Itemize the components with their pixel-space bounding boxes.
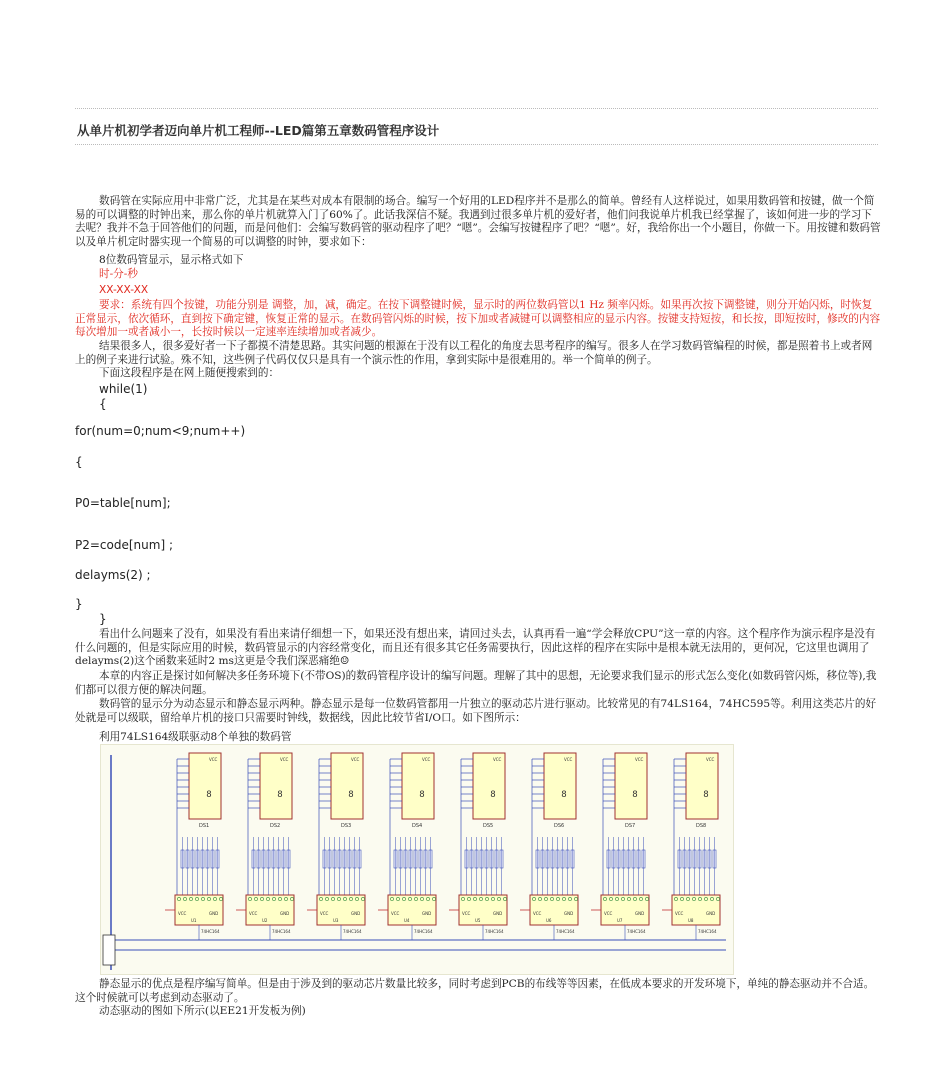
digit-glyph: 8 xyxy=(206,790,212,800)
seven-seg-display xyxy=(260,753,292,819)
paragraph-static-summary: 静态显示的优点是程序编写简单。但是由于涉及到的驱动芯片数量比较多，同时考虑到PCB的布线等等因素，在低成本要求的开发环境下，单纯的静态驱动并不合适。这个时候就可以考虑到动态驱动了。 xyxy=(75,978,875,1004)
vcc-label: VCC xyxy=(533,911,542,916)
code-line: delayms(2) ; xyxy=(75,568,151,582)
chip-type-label: 74HC164 xyxy=(201,929,220,934)
code-line: } xyxy=(99,612,107,626)
top-divider xyxy=(75,108,878,109)
digit-glyph: 8 xyxy=(561,790,567,800)
seven-seg-display xyxy=(544,753,576,819)
seven-seg-display xyxy=(686,753,718,819)
chip-label: U1 xyxy=(191,918,197,923)
requirement-text: 要求：系统有四个按键，功能分别是 调整，加，减，确定。在按下调整键时候，显示时的两位数码管以1 Hz 频率闪烁。如果再次按下调整键，则分开始闪烁，时恢复正常显示，依次循环，直到按下确定键，恢复正常的显示。在数码管闪烁的时候，按下加或者减键可以调整相应的显示内容。按键支持短按，和长按，即短按时，修改的内容每次增加一或者减小一，长按时候以一定速率连续增加或者减少。 xyxy=(75,299,881,339)
chip-type-label: 74HC164 xyxy=(556,929,575,934)
seven-seg-display xyxy=(615,753,647,819)
vcc-label: VCC xyxy=(675,911,684,916)
code-line: { xyxy=(75,455,83,469)
vcc-label: VCC xyxy=(351,757,360,762)
vcc-label: VCC xyxy=(604,911,613,916)
chip-label: U5 xyxy=(475,918,481,923)
chip-type-label: 74HC164 xyxy=(414,929,433,934)
paragraph-code-intro: 下面这段程序是在网上随便搜索到的： xyxy=(99,367,280,379)
schematic-diagram xyxy=(100,744,734,975)
seven-seg-display xyxy=(331,753,363,819)
vcc-label: VCC xyxy=(422,757,431,762)
chip-type-label: 74HC164 xyxy=(272,929,291,934)
digit-glyph: 8 xyxy=(703,790,709,800)
chip-label: U3 xyxy=(333,918,339,923)
paragraph-problem: 结果很多人，很多爱好者一下子都摸不清楚思路。其实问题的根源在于没有以工程化的角度去思考程序的编写。很多人在学习数码管编程的时候，都是照着书上或者网上的例子来进行试验。殊不知，这些例子代码仅仅只是具有一个演示性的作用，拿到实际中是很难用的。举一个简单的例子。 xyxy=(75,340,873,366)
shift-register-chip xyxy=(530,895,578,925)
paragraph-chapter-goal: 本章的内容正是探讨如何解决多任务环境下(不带OS)的数码管程序设计的编写问题。理解了其中的思想，无论要求我们显示的形式怎么变化(如数码管闪烁，移位等),我们都可以很方便的解决问题。 xyxy=(75,670,877,696)
gnd-label: GND xyxy=(564,911,574,916)
shift-register-chip xyxy=(175,895,223,925)
vcc-label: VCC xyxy=(209,757,218,762)
display-label: DS8 xyxy=(696,823,707,829)
gnd-label: GND xyxy=(422,911,432,916)
gnd-label: GND xyxy=(209,911,219,916)
vcc-label: VCC xyxy=(493,757,502,762)
seven-seg-display xyxy=(189,753,221,819)
shift-register-chip xyxy=(388,895,436,925)
paragraph-static-display: 数码管的显示分为动态显示和静态显示两种。静态显示是每一位数码管都用一片独立的驱动芯片进行驱动。比较常见的有74LS164，74HC595等。利用这类芯片的好处就是可以级联，留给单片机的接口只需要时钟线，数据线，因此比较节省I/O口。如下图所示： xyxy=(75,698,877,724)
shift-register-chip xyxy=(672,895,720,925)
display-label: DS3 xyxy=(341,823,352,829)
display-label: DS7 xyxy=(625,823,636,829)
digit-glyph: 8 xyxy=(419,790,425,800)
vcc-label: VCC xyxy=(635,757,644,762)
gnd-label: GND xyxy=(493,911,503,916)
shift-register-chip xyxy=(246,895,294,925)
display-label: DS6 xyxy=(554,823,565,829)
chip-type-label: 74HC164 xyxy=(627,929,646,934)
shift-register-chip xyxy=(601,895,649,925)
digit-glyph: 8 xyxy=(277,790,283,800)
chip-label: U7 xyxy=(617,918,623,923)
paragraph-intro: 数码管在实际应用中非常广泛，尤其是在某些对成本有限制的场合。编写一个好用的LED程序并不是那么的简单。曾经有人这样说过，如果用数码管和按键，做一个简易的可以调整的时钟出来，那么你的单片机就算入门了60%了。此话我深信不疑。我遇到过很多单片机的爱好者，他们问我说单片机我已经掌握了，该如何进一步的学习下去呢？我并不急于回答他们的问题，而是问他们：会编写数码管的驱动程序了吧？“嗯”。会编写按键程序了吧？“嗯”。好，我给你出一个小题目，你做一下。用按键和数码管以及单片机定时器实现一个简易的可以调整的时钟，要求如下： xyxy=(75,195,881,248)
gnd-label: GND xyxy=(706,911,716,916)
chip-label: U4 xyxy=(404,918,410,923)
vcc-label: VCC xyxy=(249,911,258,916)
chip-label: U6 xyxy=(546,918,552,923)
shift-register-chip xyxy=(317,895,365,925)
code-line: } xyxy=(75,597,83,611)
vcc-label: VCC xyxy=(391,911,400,916)
vcc-label: VCC xyxy=(706,757,715,762)
schematic-svg xyxy=(101,745,733,974)
requirement-line: 8位数码管显示，显示格式如下 xyxy=(99,254,244,266)
display-label: DS5 xyxy=(483,823,494,829)
digit-glyph: 8 xyxy=(348,790,354,800)
vcc-label: VCC xyxy=(280,757,289,762)
digit-glyph: 8 xyxy=(490,790,496,800)
connector xyxy=(103,935,115,965)
vcc-label: VCC xyxy=(462,911,471,916)
gnd-label: GND xyxy=(635,911,645,916)
code-line: while(1) xyxy=(99,382,148,396)
format-label: 时-分-秒 xyxy=(99,268,138,280)
code-line: { xyxy=(99,397,107,411)
code-line: P2=code[num] ; xyxy=(75,538,173,552)
seven-seg-display xyxy=(473,753,505,819)
chip-type-label: 74HC164 xyxy=(698,929,717,934)
vcc-label: VCC xyxy=(178,911,187,916)
format-value: XX-XX-XX xyxy=(99,284,149,296)
chip-type-label: 74HC164 xyxy=(343,929,362,934)
title-divider xyxy=(75,144,878,145)
gnd-label: GND xyxy=(280,911,290,916)
shift-register-chip xyxy=(459,895,507,925)
paragraph-analysis: 看出什么问题来了没有，如果没有看出来请仔细想一下，如果还没有想出来，请回过头去，认真再看一遍“学会释放CPU”这一章的内容。这个程序作为演示程序是没有什么问题的，但是实际应用的时候，数码管显示的内容经常变化，而且还有很多其它任务需要执行，因此这样的程序在实际中是根本就无法用的，更何况，它这里也调用了delayms(2)这个函数来延时2 ms这更是令我们深恶痛绝☺ xyxy=(75,628,876,668)
figure-caption: 利用74LS164级联驱动8个单独的数码管 xyxy=(99,731,292,743)
display-label: DS1 xyxy=(199,823,210,829)
seven-seg-display xyxy=(402,753,434,819)
vcc-label: VCC xyxy=(564,757,573,762)
gnd-label: GND xyxy=(351,911,361,916)
vcc-label: VCC xyxy=(320,911,329,916)
display-label: DS4 xyxy=(412,823,423,829)
chip-label: U2 xyxy=(262,918,268,923)
code-line: P0=table[num]; xyxy=(75,496,171,510)
paragraph-dynamic-intro: 动态驱动的图如下所示(以EE21开发板为例) xyxy=(99,1005,306,1017)
chip-label: U8 xyxy=(688,918,694,923)
display-label: DS2 xyxy=(270,823,281,829)
chip-type-label: 74HC164 xyxy=(485,929,504,934)
code-line: for(num=0;num<9;num++) xyxy=(75,424,246,438)
article-title: 从单片机初学者迈向单片机工程师--LED篇第五章数码管程序设计 xyxy=(77,123,440,138)
digit-glyph: 8 xyxy=(632,790,638,800)
